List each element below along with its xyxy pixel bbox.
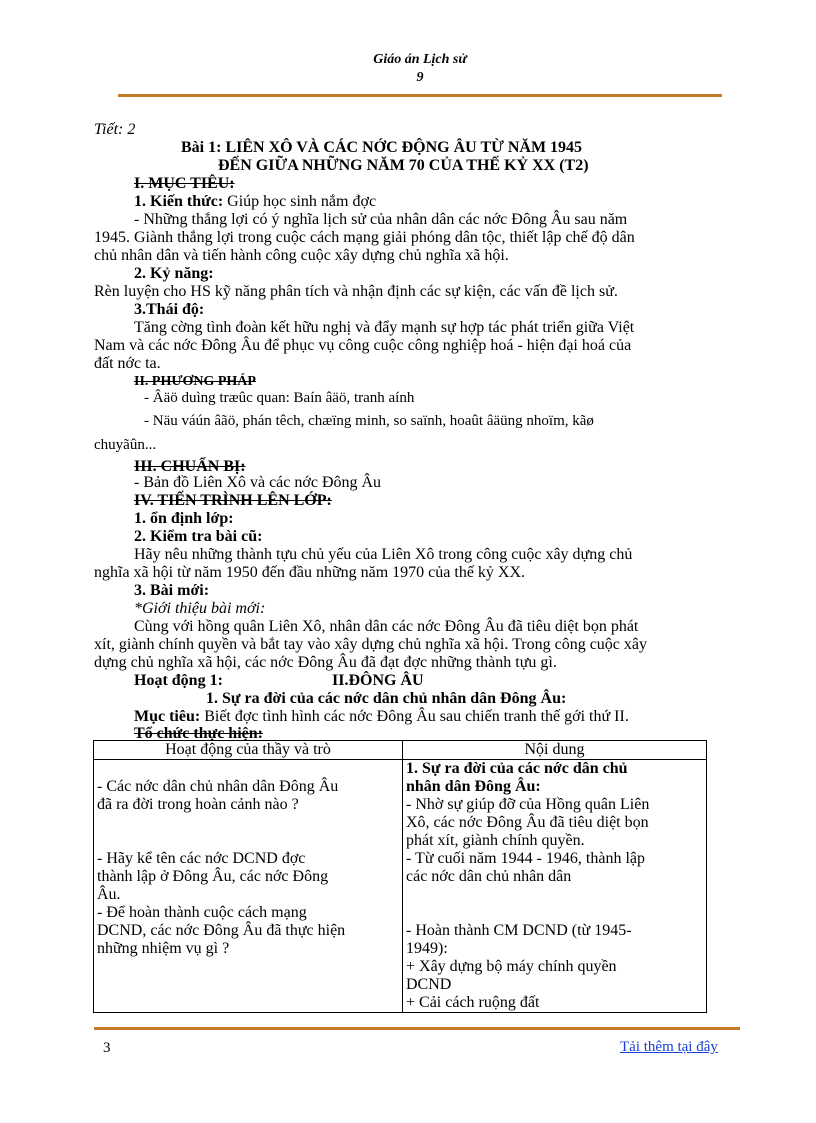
step-2: 2. Kiểm tra bài cũ:	[134, 528, 263, 545]
section-title: II.ĐÔNG ÂU	[332, 672, 424, 689]
activity-table	[93, 740, 707, 1013]
skills-label: 2. Kỷ năng:	[134, 265, 214, 282]
intro-text-1: Cùng với hồng quân Liên Xô, nhân dân các nớc Đông Âu đã tiêu diệt bọn phát	[134, 618, 639, 635]
lesson-title-main: LIÊN XÔ VÀ CÁC NỚC ĐỘNG ÂU TỪ NĂM 1945	[225, 139, 583, 156]
preparation-item-1: - Bản đồ Liên Xô và các nớc Đông Âu	[134, 474, 382, 491]
answer-2-line-1: - Từ cuối năm 1944 - 1946, thành lập	[406, 850, 645, 867]
knowledge-text-3: chủ nhân dân và tiến hành công cuộc xây dựng chủ nghĩa xã hội.	[94, 247, 509, 264]
table-header-content: Nội dung	[403, 741, 707, 760]
question-2-line-3: Âu.	[97, 886, 121, 903]
answer-1-line-1: - Nhờ sự giúp đỡ của Hồng quân Liên	[406, 796, 650, 813]
activity-label: Hoạt động 1:	[134, 672, 223, 689]
step-3: 3. Bài mới:	[134, 582, 210, 599]
organization-label: Tổ chức thực hiện:	[134, 725, 263, 742]
preparation-heading: III. CHUẨN BỊ:	[134, 458, 246, 475]
methods-item-1: - Âäö duìng træûc quan: Baín âäö, tranh aính	[144, 390, 415, 406]
goal-line	[134, 708, 629, 726]
question-2-line-2: thành lập ở Đông Âu, các nớc Đông	[97, 868, 329, 885]
page-number: 3	[103, 1040, 111, 1056]
answer-2-line-2: các nớc dân chủ nhân dân	[406, 868, 572, 885]
skills-text: Rèn luyện cho HS kỹ năng phân tích và nhận định các sự kiện, các vấn đề lịch sử.	[94, 283, 618, 300]
question-1-line-1: - Các nớc dân chủ nhân dân Đông Âu	[97, 778, 339, 795]
attitude-label: 3.Thái độ:	[134, 301, 205, 318]
question-3-line-3: những nhiệm vụ gì ?	[97, 940, 230, 957]
methods-heading: II. PHƯƠNG PHÁP	[134, 374, 256, 389]
table-row	[94, 760, 707, 1013]
teacher-student-cell	[94, 760, 403, 1013]
answer-3-line-3: + Xây dựng bộ máy chính quyền	[406, 958, 617, 975]
attitude-text-1: Tăng cờng tình đoàn kết hữu nghị và đẩy mạnh sự hợp tác phát triển giữa Việt	[134, 319, 635, 336]
answer-3-line-2: 1949):	[406, 940, 448, 957]
content-title-line-2: nhân dân Đông Âu:	[406, 778, 541, 795]
answer-1-line-3: phát xít, giành chính quyền.	[406, 832, 585, 849]
intro-label: *Giới thiệu bài mới:	[134, 600, 266, 617]
review-question-1: Hãy nêu những thành tựu chủ yếu của Liên Xô trong công cuộc xây dựng chủ	[134, 546, 633, 563]
content-title-line-1: 1. Sự ra đời của các nớc dân chủ	[406, 760, 628, 777]
review-question-2: nghĩa xã hội từ năm 1950 đến đầu những năm 1970 của thế kỷ XX.	[94, 564, 526, 581]
header-rule	[118, 94, 722, 97]
objectives-heading: I. MỤC TIÊU:	[134, 175, 235, 192]
question-3-line-1: - Để hoàn thành cuộc cách mạng	[97, 904, 307, 921]
footer-rule	[94, 1027, 740, 1030]
period-label: Tiết: 2	[94, 121, 136, 138]
subject-title: Giáo án Lịch sử	[373, 52, 467, 67]
table-header-row	[94, 741, 707, 760]
attitude-text-3: đất nớc ta.	[94, 355, 161, 372]
goal-label: Mục tiêu:	[134, 708, 201, 725]
answer-3-line-5: + Cải cách ruộng đất	[406, 994, 540, 1011]
knowledge-intro: Giúp học sinh nắm đợc	[223, 193, 377, 210]
procedure-heading: IV. TIẾN TRÌNH LÊN LỚP:	[134, 492, 332, 509]
attitude-text-2: Nam và các nớc Đông Âu để phục vụ công cuộc công nghiệp hoá - hiện đại hoá của	[94, 337, 632, 354]
knowledge-label: 1. Kiến thức:	[134, 193, 224, 210]
answer-3-line-4: DCND	[406, 976, 452, 993]
content-cell	[403, 760, 707, 1013]
lesson-title-line1	[181, 139, 582, 157]
question-1-line-2: đã ra đời trong hoàn cảnh nào ?	[97, 796, 299, 813]
knowledge-text-1: - Những thắng lợi có ý nghĩa lịch sử của nhân dân các nớc Đông Âu sau năm	[134, 211, 628, 228]
lesson-title-line2: ĐẾN GIỮA NHỮNG NĂM 70 CỦA THẾ KỶ XX (T2)	[218, 157, 589, 174]
table-header-activity: Hoạt động của thầy và trò	[94, 741, 403, 760]
step-1: 1. ổn định lớp:	[134, 510, 234, 527]
answer-3-line-1: - Hoàn thành CM DCND (từ 1945-	[406, 922, 632, 939]
answer-1-line-2: Xô, các nớc Đông Âu đã tiêu diệt bọn	[406, 814, 649, 831]
methods-item-2-line1: - Näu váún âãö, phán têch, chæïng minh, so saïnh, hoaût âäüng nhoïm, kãø	[144, 413, 594, 429]
methods-item-2-line2: chuyãûn...	[94, 437, 157, 453]
subsection-title: 1. Sự ra đời của các nớc dân chủ nhân dân Đông Âu:	[206, 690, 567, 707]
goal-text: Biết đợc tình hình các nớc Đông Âu sau chiến tranh thế gới thứ II.	[200, 708, 629, 725]
lesson-title-prefix: Bài 1:	[181, 139, 222, 156]
grade-number: 9	[416, 70, 424, 85]
intro-text-2: xít, giành chính quyền và bắt tay vào xây dựng chủ nghĩa xã hội. Trong công cuộc xây	[94, 636, 648, 653]
download-more-link[interactable]: Tải thêm tại đây	[620, 1039, 718, 1055]
knowledge-line	[134, 193, 376, 211]
question-2-line-1: - Hãy kể tên các nớc DCND đợc	[97, 850, 306, 867]
intro-text-3: dựng chủ nghĩa xã hội, các nớc Đông Âu đã đạt đợc những thành tựu gì.	[94, 654, 557, 671]
question-3-line-2: DCND, các nớc Đông Âu đã thực hiện	[97, 922, 346, 939]
knowledge-text-2: 1945. Giành thắng lợi trong cuộc cách mạng giải phóng dân tộc, thiết lập chế độ dân	[94, 229, 635, 246]
